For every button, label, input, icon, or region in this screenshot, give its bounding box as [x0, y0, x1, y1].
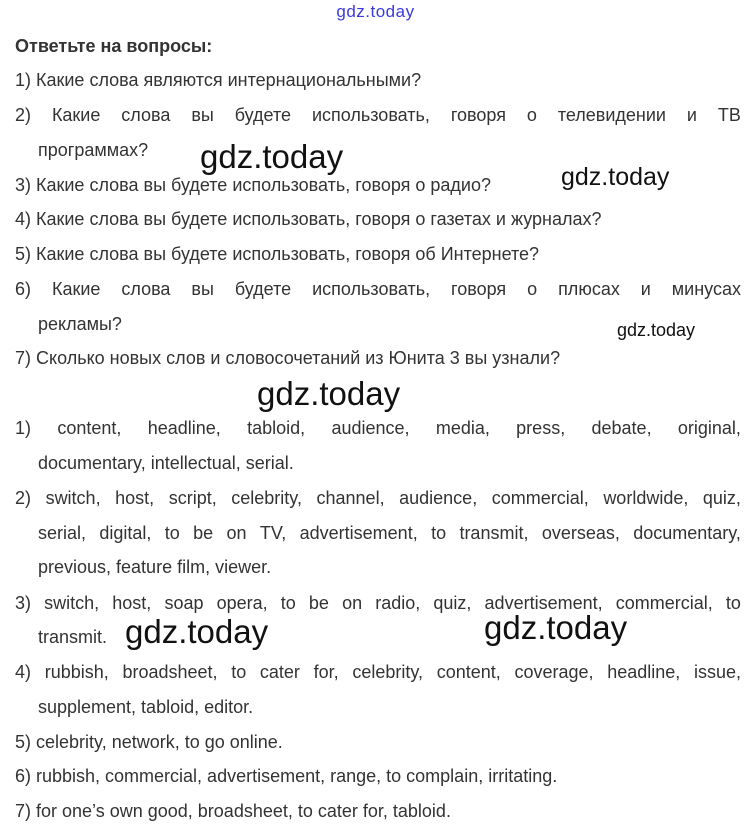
word: to: [725, 593, 741, 613]
word: media,: [435, 418, 490, 438]
word: on: [342, 593, 363, 613]
answer-2-line-3: previous, feature film, viewer.: [38, 557, 272, 577]
word: телевидении: [557, 105, 666, 125]
word: слова: [121, 105, 171, 125]
watermark-3: gdz.today: [617, 320, 696, 340]
word: quiz,: [702, 488, 741, 508]
word: вы: [191, 279, 214, 299]
answer-3: [15, 591, 741, 615]
word: celebrity,: [352, 662, 424, 682]
answer-2-line-1: [15, 486, 741, 510]
answer-1-continuation: documentary, intellectual, serial.: [38, 453, 294, 473]
answer-4-continuation: supplement, tabloid, editor.: [38, 697, 254, 717]
word: to: [231, 662, 247, 682]
word: advertisement,: [299, 523, 418, 543]
question-5: 5) Какие слова вы будете использовать, говоря об Интернете?: [15, 244, 540, 264]
word: вы: [191, 105, 214, 125]
word: слова: [121, 279, 171, 299]
word: плюсах: [558, 279, 620, 299]
word: будете: [234, 105, 292, 125]
word: tabloid,: [247, 418, 306, 438]
header-watermark: gdz.today: [336, 2, 415, 21]
word: Какие: [51, 105, 101, 125]
word: content,: [436, 662, 501, 682]
word: on: [226, 523, 247, 543]
word: debate,: [591, 418, 652, 438]
word: be: [308, 593, 329, 613]
word: говоря: [451, 279, 507, 299]
question-4: 4) Какие слова вы будете использовать, говоря о газетах и журналах?: [15, 209, 602, 229]
watermark-2: gdz.today: [561, 163, 670, 191]
answer-6: 6) rubbish, commercial, advertisement, range, to complain, irritating.: [15, 766, 558, 786]
word: говоря: [450, 105, 506, 125]
word: issue,: [693, 662, 741, 682]
answer-1: [15, 416, 741, 440]
word: for,: [313, 662, 339, 682]
word: commercial,: [615, 593, 713, 613]
word: to: [164, 523, 180, 543]
questions-heading: Ответьте на вопросы:: [15, 36, 213, 56]
word: script,: [168, 488, 217, 508]
word: использовать,: [311, 105, 430, 125]
word: to: [280, 593, 296, 613]
word: будете: [234, 279, 292, 299]
word: opera,: [216, 593, 268, 613]
answer-5: 5) celebrity, network, to go online.: [15, 732, 283, 752]
word: broadsheet,: [122, 662, 218, 682]
answer-2-line-2: [38, 521, 741, 545]
word: 2): [15, 488, 32, 508]
word: Какие: [51, 279, 101, 299]
watermark-6: gdz.today: [484, 609, 628, 646]
word: 2): [15, 105, 32, 125]
word: host,: [112, 593, 152, 613]
word: advertisement,: [484, 593, 603, 613]
answer-3-continuation: transmit.: [38, 627, 108, 647]
watermark-1: gdz.today: [200, 138, 344, 175]
word: TV,: [259, 523, 287, 543]
word: press,: [516, 418, 566, 438]
answer-7: 7) for one’s own good, broadsheet, to cater for, tabloid.: [15, 801, 451, 821]
word: transmit,: [459, 523, 529, 543]
question-6: [15, 277, 741, 301]
word: celebrity,: [231, 488, 302, 508]
answer-4: [15, 660, 741, 684]
question-3: 3) Какие слова вы будете использовать, говоря о радио?: [15, 175, 491, 195]
word: switch,: [44, 593, 100, 613]
word: rubbish,: [44, 662, 109, 682]
word: quiz,: [433, 593, 472, 613]
word: о: [527, 279, 538, 299]
word: минусах: [671, 279, 741, 299]
word: 4): [15, 662, 32, 682]
word: 6): [15, 279, 32, 299]
word: cater: [259, 662, 300, 682]
word: original,: [677, 418, 741, 438]
word: использовать,: [312, 279, 431, 299]
word: soap: [164, 593, 204, 613]
word: headline,: [147, 418, 221, 438]
word: digital,: [99, 523, 152, 543]
word: be: [193, 523, 214, 543]
word: и: [686, 105, 697, 125]
word: serial,: [38, 523, 87, 543]
word: channel,: [316, 488, 385, 508]
watermark-5: gdz.today: [125, 613, 269, 650]
word: о: [526, 105, 537, 125]
question-6-continuation: рекламы?: [38, 314, 122, 334]
word: 3): [15, 593, 32, 613]
word: audience,: [331, 418, 410, 438]
word: coverage,: [514, 662, 594, 682]
word: switch,: [45, 488, 101, 508]
word: 1): [15, 418, 32, 438]
word: audience,: [399, 488, 478, 508]
word: host,: [115, 488, 155, 508]
question-1: 1) Какие слова являются интернациональными?: [15, 70, 422, 90]
word: worldwide,: [603, 488, 689, 508]
question-7: 7) Сколько новых слов и словосочетаний из Юнита 3 вы узнали?: [15, 348, 561, 368]
word: headline,: [607, 662, 681, 682]
word: commercial,: [491, 488, 589, 508]
word: content,: [57, 418, 122, 438]
word: documentary,: [633, 523, 741, 543]
word: overseas,: [541, 523, 620, 543]
word: radio,: [375, 593, 421, 613]
word: ТВ: [717, 105, 741, 125]
watermark-4: gdz.today: [257, 375, 401, 412]
word: to: [431, 523, 447, 543]
question-2: [15, 103, 741, 127]
word: и: [640, 279, 651, 299]
question-2-continuation: программах?: [38, 140, 149, 160]
